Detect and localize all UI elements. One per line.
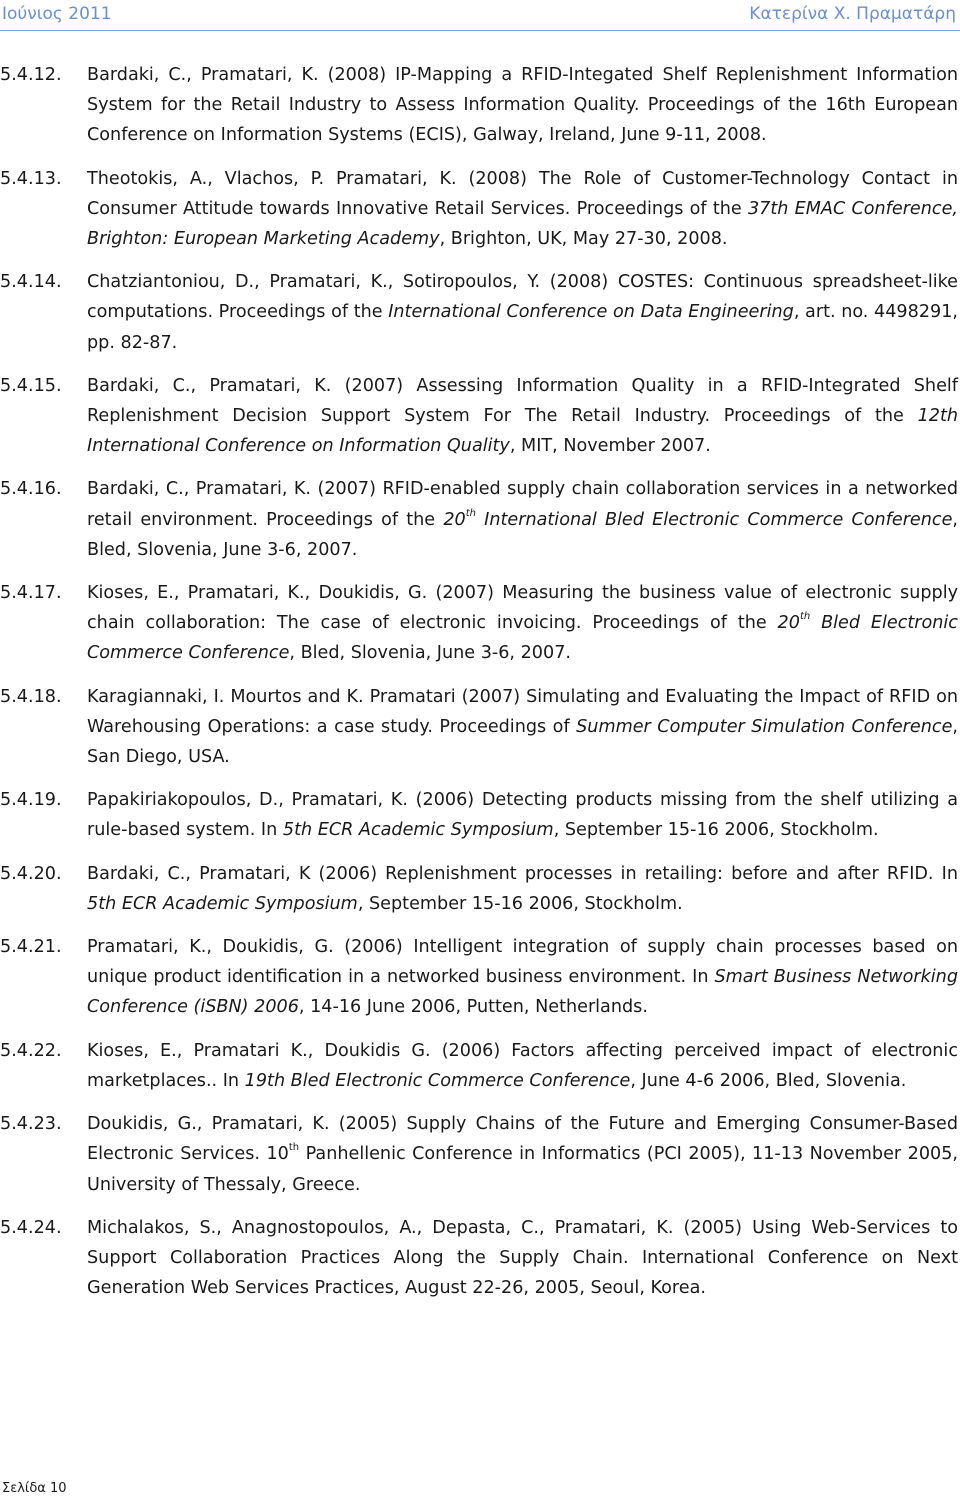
reference-entry	[0, 682, 958, 773]
reference-segment: Bardaki, C., Pramatari, K. (2007) Assessing Information Quality in a RFID-Integrated Shelf Replenishment Decision Support System For The Retail Industry. Proceedings of the	[87, 375, 958, 427]
reference-segment: , San Diego, USA.	[87, 716, 958, 768]
reference-italic-segment: 20	[777, 613, 800, 634]
reference-entry	[0, 371, 958, 462]
reference-number: 5.4.15.	[0, 375, 62, 396]
reference-entry	[0, 267, 958, 358]
reference-entry	[0, 1036, 958, 1096]
reference-entry	[0, 1109, 958, 1200]
reference-text	[87, 164, 958, 255]
reference-list	[0, 60, 958, 1316]
reference-segment: , September 15-16 2006, Stockholm.	[357, 893, 683, 914]
reference-number: 5.4.17.	[0, 583, 62, 604]
reference-number: 5.4.23.	[0, 1114, 62, 1135]
reference-segment: , Bled, Slovenia, June 3-6, 2007.	[87, 509, 958, 560]
reference-number: 5.4.16.	[0, 479, 62, 500]
reference-segment: , September 15-16 2006, Stockholm.	[553, 820, 879, 841]
reference-segment: th	[288, 1142, 300, 1154]
reference-italic-segment: International Bled Electronic Commerce Conference	[475, 509, 953, 530]
reference-text	[87, 60, 958, 151]
reference-segment: Kioses, E., Pramatari, K., Doukidis, G. (2007) Measuring the business value of electronic supply chain collaboration: The case of electronic invoicing. Proceedings of the	[87, 583, 958, 634]
header-author: Κατερίνα Χ. Πραματάρη	[749, 4, 956, 24]
reference-segment: Bardaki, C., Pramatari, K. (2008) IP-Mapping a RFID-Integated Shelf Replenishment Information System for the Retail Industry to Assess Information Quality. Proceedings of the 16th European Conference on Information Systems (ECIS), Galway, Ireland, June 9-11, 2008.	[87, 65, 958, 146]
header-date: Ιούνιος 2011	[2, 4, 112, 24]
reference-text	[87, 1036, 958, 1096]
reference-text	[87, 682, 958, 773]
reference-text	[87, 932, 958, 1023]
reference-segment: Theotokis, A., Vlachos, P. Pramatari, K. (2008) The Role of Customer-Technology Contact in Consumer Attitude towards Innovative Retail Services. Proceedings of the	[87, 168, 958, 219]
reference-segment: , MIT, November 2007.	[509, 436, 711, 457]
reference-segment: Bardaki, C., Pramatari, K (2006) Replenishment processes in retailing: before and after RFID. In	[87, 863, 958, 884]
reference-entry	[0, 785, 958, 845]
reference-number: 5.4.18.	[0, 686, 62, 707]
reference-text	[87, 371, 958, 462]
reference-segment: , Brighton, UK, May 27-30, 2008.	[439, 229, 728, 250]
reference-segment: , 14-16 June 2006, Putten, Netherlands.	[298, 997, 648, 1018]
reference-segment: , Bled, Slovenia, June 3-6, 2007.	[289, 643, 571, 664]
reference-italic-segment: th	[465, 507, 476, 519]
reference-segment: Chatziantoniou, D., Pramatari, K., Sotiropoulos, Y. (2008) COSTES: Continuous spreadsheet-like computations. Proceedings of the	[87, 272, 958, 323]
reference-number: 5.4.22.	[0, 1040, 62, 1061]
reference-segment: Papakiriakopoulos, D., Pramatari, K. (2006) Detecting products missing from the shelf utilizing a rule-based system. In	[87, 790, 958, 841]
reference-number: 5.4.24.	[0, 1217, 62, 1238]
reference-entry	[0, 1213, 958, 1304]
reference-italic-segment: International Conference on Data Engineering	[388, 302, 794, 323]
reference-text	[87, 1213, 958, 1304]
reference-italic-segment: 19th Bled Electronic Commerce Conference	[244, 1070, 631, 1091]
reference-italic-segment: 12th International Conference on Information Quality	[87, 406, 958, 457]
reference-italic-segment: 20	[443, 509, 466, 530]
reference-segment: Bardaki, C., Pramatari, K. (2007) RFID-enabled supply chain collaboration services in a networked retail environment. Proceedings of the	[87, 479, 958, 530]
reference-number: 5.4.19.	[0, 790, 62, 811]
reference-segment: , art. no. 4498291, pp. 82-87.	[87, 302, 958, 353]
reference-italic-segment: Summer Computer Simulation Conference	[576, 716, 953, 737]
reference-italic-segment: 5th ECR Academic Symposium	[87, 893, 358, 914]
reference-segment: Doukidis, G., Pramatari, K. (2005) Supply Chains of the Future and Emerging Consumer-Based Electronic Services. 10	[87, 1114, 958, 1165]
reference-number: 5.4.21.	[0, 937, 62, 958]
reference-number: 5.4.12.	[0, 65, 62, 85]
reference-text	[87, 859, 958, 919]
reference-text	[87, 785, 958, 845]
reference-text	[87, 578, 958, 669]
reference-italic-segment: 5th ECR Academic Symposium	[282, 820, 554, 841]
reference-italic-segment: Bled Electronic Commerce Conference	[87, 613, 958, 664]
header-rule	[0, 30, 960, 31]
reference-italic-segment: Smart Business Networking Conference (iSBN) 2006	[87, 967, 958, 1018]
reference-text	[87, 267, 958, 358]
page-header	[0, 0, 960, 28]
reference-number: 5.4.20.	[0, 863, 62, 884]
reference-number: 5.4.14.	[0, 272, 62, 293]
page-number: Σελίδα 10	[2, 1481, 67, 1496]
reference-entry	[0, 164, 958, 255]
reference-segment: Panhellenic Conference in Informatics (PCI 2005), 11-13 November 2005, University of Thessaly, Greece.	[87, 1144, 958, 1195]
reference-entry	[0, 474, 958, 565]
reference-segment: , June 4-6 2006, Bled, Slovenia.	[630, 1070, 907, 1091]
reference-italic-segment: 37th EMAC Conference, Brighton: European Marketing Academy	[87, 198, 958, 250]
reference-italic-segment: th	[799, 611, 811, 623]
reference-entry	[0, 60, 958, 151]
reference-entry	[0, 578, 958, 669]
reference-entry	[0, 859, 958, 919]
reference-entry	[0, 932, 958, 1023]
reference-text	[87, 1109, 958, 1200]
reference-number: 5.4.13.	[0, 168, 62, 189]
reference-segment: Pramatari, K., Doukidis, G. (2006) Intelligent integration of supply chain processes based on unique product identification in a networked business environment. In	[87, 937, 958, 988]
reference-segment: Michalakos, S., Anagnostopoulos, A., Depasta, C., Pramatari, K. (2005) Using Web-Services to Support Collaboration Practices Along the Supply Chain. International Conference on Next Generation Web Services Practices, August 22-26, 2005, Seoul, Korea.	[87, 1217, 958, 1299]
reference-text	[87, 474, 958, 565]
reference-segment: Karagiannaki, I. Mourtos and K. Pramatari (2007) Simulating and Evaluating the Impact of RFID on Warehousing Operations: a case study. Proceedings of	[87, 686, 958, 737]
reference-segment: Kioses, E., Pramatari K., Doukidis G. (2006) Factors affecting perceived impact of electronic marketplaces.. In	[87, 1040, 958, 1091]
